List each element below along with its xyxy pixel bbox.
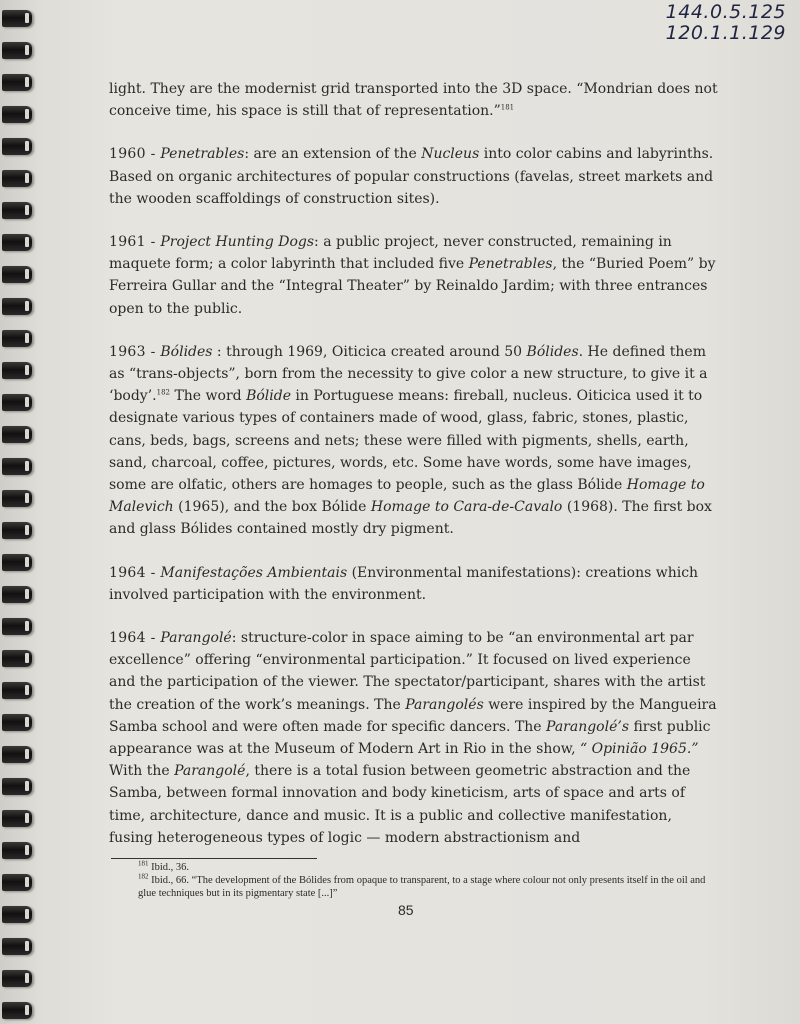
binding-ring — [2, 394, 32, 411]
binding-ring — [2, 650, 32, 667]
binding-ring — [2, 298, 32, 315]
binding-ring — [2, 874, 32, 891]
entry-year: 1964 - — [109, 564, 161, 581]
binding-ring — [2, 906, 32, 923]
entry-text: into color cabins and labyrinths. Based on organic architectures of popular constructions (favelas, street markets and the wooden scaffoldings of construction sites). — [109, 146, 714, 207]
binding-ring — [2, 266, 32, 283]
entry-italic: Bólide — [246, 388, 291, 405]
footnotes — [111, 861, 711, 900]
entry-italic: Parangolé’s — [546, 718, 630, 735]
entry-text: : are an extension of the — [244, 146, 422, 163]
entry-text: were inspired by the Mangueira Samba school and were often made for specific dancers. The — [109, 696, 717, 735]
footnote-ref-182: 182 — [156, 388, 170, 397]
entry-italic: “ Opinião 1965.” — [580, 741, 699, 758]
entry-title: Bólides — [160, 343, 213, 360]
entry-text: : through 1969, Oiticica created around 50 — [212, 343, 527, 360]
stamp-line-1: 144.0.5.125 — [665, 1, 786, 23]
entry-italic: Homage to Malevich — [109, 477, 705, 516]
entry-text: (Environmental manifestations): creations which involved participation with the environment. — [109, 564, 699, 603]
entry-1961-project-hunting-dogs — [109, 231, 719, 320]
entry-text: : structure-color in space aiming to be “an environmental art par excellence” offering “environmental participation.” It focused on lived experience and the participation of the viewer. The spectator/participant, shares with the artist the creation of the work’s meanings. The — [109, 630, 706, 713]
footnote-text: Ibid., 36. — [148, 862, 190, 873]
binding-ring — [2, 682, 32, 699]
binding-ring — [2, 618, 32, 635]
binding-ring — [2, 970, 32, 987]
binding-ring — [2, 1002, 32, 1019]
entry-1964-parangole — [109, 627, 719, 849]
binding-ring — [2, 330, 32, 347]
binding-ring — [2, 586, 32, 603]
footnote-number: 181 — [138, 859, 149, 868]
binding-ring — [2, 938, 32, 955]
entry-italic: Parangolés — [405, 696, 484, 713]
binding-ring — [2, 490, 32, 507]
archive-stamp — [666, 2, 786, 44]
binding-ring — [2, 554, 32, 571]
binding-ring — [2, 458, 32, 475]
entry-italic: Homage to Cara-de-Cavalo — [370, 499, 563, 516]
binding-ring — [2, 202, 32, 219]
entry-text: With the — [109, 763, 175, 780]
entry-year: 1961 - — [109, 234, 161, 251]
binding-ring — [2, 746, 32, 763]
binding-ring — [2, 714, 32, 731]
binding-ring — [2, 522, 32, 539]
footnote-181 — [111, 861, 711, 874]
binding-ring — [2, 74, 32, 91]
binding-ring — [2, 10, 32, 27]
binding-ring — [2, 362, 32, 379]
binding-ring — [2, 170, 32, 187]
entry-title: Parangolé — [160, 630, 232, 647]
entry-text: (1965), and the box Bólide — [173, 499, 371, 516]
entry-title: Manifestações Ambientais — [160, 564, 348, 581]
entry-italic: Bólides — [526, 343, 579, 360]
entry-text: in Portuguese means: fireball, nucleus. Oiticica used it to designate various types of containers made of wood, glass, fabric, stones, plastic, cans, beds, bags, screens and nets; these were filled with pigments, shells, earth, sand, charcoal, coffee, pictures, words, etc. Some have words, some have images, some are olfatic, others are homages to people, such as the glass Bólide — [109, 388, 703, 494]
entry-year: 1964 - — [109, 630, 161, 647]
footnote-number: 182 — [138, 872, 149, 881]
entry-text: The word — [170, 388, 247, 405]
entry-text: . He defined them as “trans-objects”, born from the necessity to give color a new structure, to give it a ‘body’. — [109, 343, 708, 405]
entry-1964-manifestacoes-ambientais — [109, 562, 719, 606]
binding-ring — [2, 138, 32, 155]
binding-ring — [2, 234, 32, 251]
entry-text: , the “Buried Poem” by Ferreira Gullar and the “Integral Theater” by Reinaldo Jardim; with three entrances open to the public. — [109, 256, 716, 317]
entry-text: (1968). The first box and glass Bólides contained mostly dry pigment. — [109, 499, 712, 538]
entry-year: 1960 - — [109, 146, 161, 163]
entry-text: : a public project, never constructed, remaining in maquete form; a color labyrinth that included five — [109, 234, 672, 273]
entry-title: Project Hunting Dogs — [160, 234, 315, 251]
binding-ring — [2, 778, 32, 795]
entry-text: first public appearance was at the Museum of Modern Art in Rio in the show, — [109, 718, 711, 758]
entry-italic: Penetrables — [468, 256, 553, 273]
page-number: 85 — [398, 902, 414, 918]
stamp-line-2: 120.1.1.129 — [665, 22, 786, 44]
paragraph-text: light. They are the modernist grid transported into the 3D space. “Mondrian does not conceive time, his space is still that of representation.” — [109, 81, 718, 120]
binding-ring — [2, 842, 32, 859]
binding-ring — [2, 42, 32, 59]
entry-title: Penetrables — [160, 146, 245, 163]
binding-ring — [2, 810, 32, 827]
binding-ring — [2, 106, 32, 123]
entry-text: , there is a total fusion between geometric abstraction and the Samba, between formal innovation and body kineticism, arts of space and arts of time, architecture, dance and music. It is a public and collective manifestation, fusing heterogeneous types of logic — modern abstractionism and — [109, 763, 691, 846]
footnote-ref-181: 181 — [500, 103, 515, 112]
paragraph-continued — [109, 78, 719, 122]
entry-italic: Nucleus — [421, 146, 480, 163]
entry-year: 1963 - — [109, 343, 161, 360]
spiral-binding — [0, 0, 40, 1024]
entry-1963-bolides — [109, 341, 719, 541]
footnote-182 — [111, 874, 711, 900]
body-text — [109, 78, 719, 870]
footnote-text: Ibid., 66. “The development of the Bólides from opaque to transparent, to a stage where colour not only presents itself in the oil and glue techniques but in its pigmentary state [...]” — [138, 875, 706, 899]
entry-italic: Parangolé — [174, 763, 246, 780]
binding-ring — [2, 426, 32, 443]
entry-1960-penetrables — [109, 143, 719, 210]
